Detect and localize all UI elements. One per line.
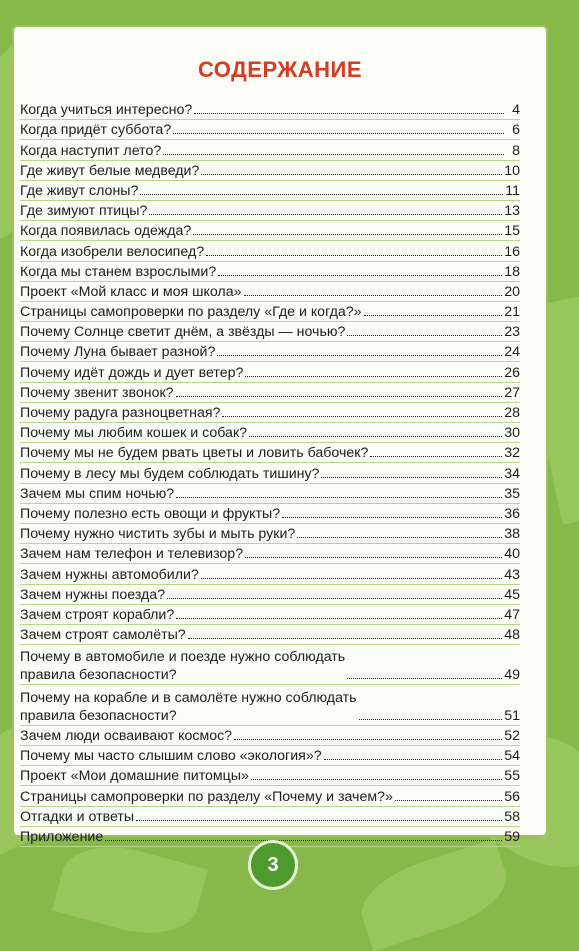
toc-entry-page: 30 [504,425,520,442]
toc-entry [20,625,520,645]
toc-entry [20,221,520,241]
toc-entry-title: Когда учиться интересно? [20,102,193,119]
toc-entry [20,140,520,160]
background-leaf [352,839,516,951]
toc-entry-page: 26 [504,364,520,381]
toc-entry [20,463,520,483]
dot-leader [167,598,502,599]
dot-leader [140,194,503,195]
toc-entry-title: Где зимуют птицы? [20,203,148,220]
toc-entry-page: 8 [512,142,520,159]
dot-leader [395,800,502,801]
dot-leader [217,355,502,356]
toc-entry-page: 56 [504,788,520,805]
toc-entry-title: Почему идёт дождь и дует ветер? [20,364,244,381]
dot-leader [222,416,502,417]
toc-entry-page: 59 [504,828,520,845]
dot-leader [370,456,502,457]
toc-entry [20,120,520,140]
toc-entry-title: Проект «Мой класс и моя школа» [20,283,242,300]
toc-entry [20,524,520,544]
toc-entry-title: Почему полезно есть овощи и фрукты? [20,505,281,522]
toc-entry [20,100,520,120]
dot-leader [364,315,503,316]
toc-entry [20,362,520,382]
toc-entry-title: Почему радуга разноцветная? [20,405,221,421]
dot-leader [321,477,502,478]
toc-entry-page: 35 [504,485,520,502]
toc-entry [20,564,520,584]
dot-leader [282,517,502,518]
toc-entry [20,262,520,282]
toc-entry [20,726,520,746]
toc-entry-title: Зачем нужны поезда? [20,586,166,603]
toc-entry-page: 48 [504,627,520,644]
toc-entry [20,181,520,201]
dot-leader [201,578,502,579]
toc-entry [20,605,520,625]
dot-leader [244,295,503,296]
toc-entry [20,504,520,524]
toc-entry-page: 58 [504,808,520,825]
toc-entry [20,322,520,342]
toc-entry-page: 51 [504,707,520,724]
toc-entry [20,585,520,605]
dot-leader [249,436,502,437]
dot-leader [347,335,502,336]
dot-leader [176,497,502,498]
toc-entry-title: Когда придёт суббота? [20,122,172,139]
toc-entry [20,766,520,786]
toc-entry [20,544,520,564]
toc-entry-title: Когда мы станем взрослыми? [20,263,217,280]
toc-entry-page: 23 [504,324,520,341]
toc-entry [20,807,520,827]
toc-entry [20,342,520,362]
toc-entry-page: 49 [504,667,520,684]
toc-entry-title: Почему звенит звонок? [20,384,174,401]
contents-panel [12,25,548,845]
toc-entry-title: Почему нужно чистить зубы и мыть руки? [20,526,296,543]
toc-entry-title: Почему мы не будем рвать цветы и ловить бабочек? [20,445,369,462]
toc-entry-title: Почему мы любим кошек и собак? [20,425,248,442]
toc-entry-title: Когда появилась одежда? [20,223,192,240]
page-title: СОДЕРЖАНИЕ [197,57,363,82]
toc-entry-title: Почему на корабле и в самолёте нужно соблюдать правила безопасности? [20,689,357,724]
dot-leader [193,234,502,235]
dot-leader [251,779,502,780]
toc-entry [20,685,520,725]
toc-entry-title: Приложение [20,828,104,845]
dot-leader [245,557,502,558]
toc-entry-page: 10 [504,162,520,179]
toc-entry-title: Когда наступит лето? [20,142,162,159]
toc-entry-title: Страницы самопроверки по разделу «Почему и зачем?» [20,788,393,805]
dot-leader [201,174,502,175]
toc-entry-page: 6 [512,122,520,139]
dot-leader [176,396,503,397]
toc-entry-page: 45 [504,586,520,603]
toc-entry-page: 38 [504,526,520,543]
toc-entry [20,645,520,685]
toc-entry-page: 18 [504,263,520,280]
dot-leader [218,275,502,276]
toc-entry-page: 21 [504,304,520,321]
toc-entry [20,282,520,302]
dot-leader [163,154,504,155]
toc-entry-title: Зачем строят корабли? [20,606,175,623]
toc-entry [20,161,520,181]
toc-entry-title: Проект «Мои домашние питомцы» [20,768,249,785]
dot-leader [136,820,502,821]
dot-leader [324,759,503,760]
dot-leader [188,638,503,639]
toc-entry [20,484,520,504]
dot-leader [245,376,502,377]
toc-entry-title: Когда изобрели велосипед? [20,243,205,260]
toc-entry-title: Зачем нужны автомобили? [20,566,199,583]
toc-entry-page: 20 [504,283,520,300]
toc-entry-page: 28 [504,405,520,421]
toc-entry [20,786,520,806]
dot-leader [105,840,502,841]
toc-entry-page: 16 [504,243,520,260]
toc-entry-title: Почему Солнце светит днём, а звёзды — ночью? [20,324,346,341]
toc-entry-title: Отгадки и ответы [20,808,135,825]
toc-entry-page: 47 [504,606,520,623]
dot-leader [173,133,504,134]
table-of-contents [20,100,520,847]
toc-entry-title: Зачем люди осваивают космос? [20,728,233,745]
toc-entry-page: 43 [504,566,520,583]
dot-leader [194,113,504,114]
toc-entry [20,403,520,423]
toc-entry-page: 36 [504,505,520,522]
dot-leader [297,537,502,538]
toc-entry-page: 40 [504,546,520,563]
toc-entry-title: Зачем нам телефон и телевизор? [20,546,244,563]
toc-entry [20,241,520,261]
toc-entry [20,383,520,403]
toc-entry-page: 34 [504,465,520,482]
dot-leader [347,678,502,679]
toc-entry-title: Почему в автомобиле и поезде нужно соблюдать правила безопасности? [20,649,346,684]
toc-entry-page: 11 [505,182,520,199]
toc-entry-page: 24 [504,344,520,361]
dot-leader [234,739,502,740]
dot-leader [176,618,502,619]
toc-entry [20,746,520,766]
dot-leader [359,719,503,720]
toc-entry [20,423,520,443]
background-leaf [52,833,208,947]
toc-entry-page: 15 [504,223,520,240]
toc-entry-title: Почему в лесу мы будем соблюдать тишину? [20,465,320,482]
toc-entry-title: Почему Луна бывает разной? [20,344,216,361]
toc-entry-title: Где живут белые медведи? [20,162,200,179]
toc-entry-title: Зачем строят самолёты? [20,627,186,644]
toc-entry-page: 55 [504,768,520,785]
toc-entry-title: Почему мы часто слышим слово «экология»? [20,748,322,765]
toc-entry [20,201,520,221]
toc-entry-page: 32 [504,445,520,462]
toc-entry [20,443,520,463]
page-number: 3 [248,840,298,890]
toc-entry [20,302,520,322]
toc-entry-page: 54 [504,748,520,765]
toc-entry-page: 4 [512,102,520,119]
toc-entry-title: Страницы самопроверки по разделу «Где и когда?» [20,304,362,321]
toc-entry-title: Где живут слоны? [20,182,139,199]
dot-leader [149,214,502,215]
toc-entry-title: Зачем мы спим ночью? [20,485,175,502]
toc-entry-page: 52 [504,728,520,745]
toc-entry-page: 27 [504,384,520,401]
toc-entry-page: 13 [504,203,520,220]
dot-leader [206,255,502,256]
